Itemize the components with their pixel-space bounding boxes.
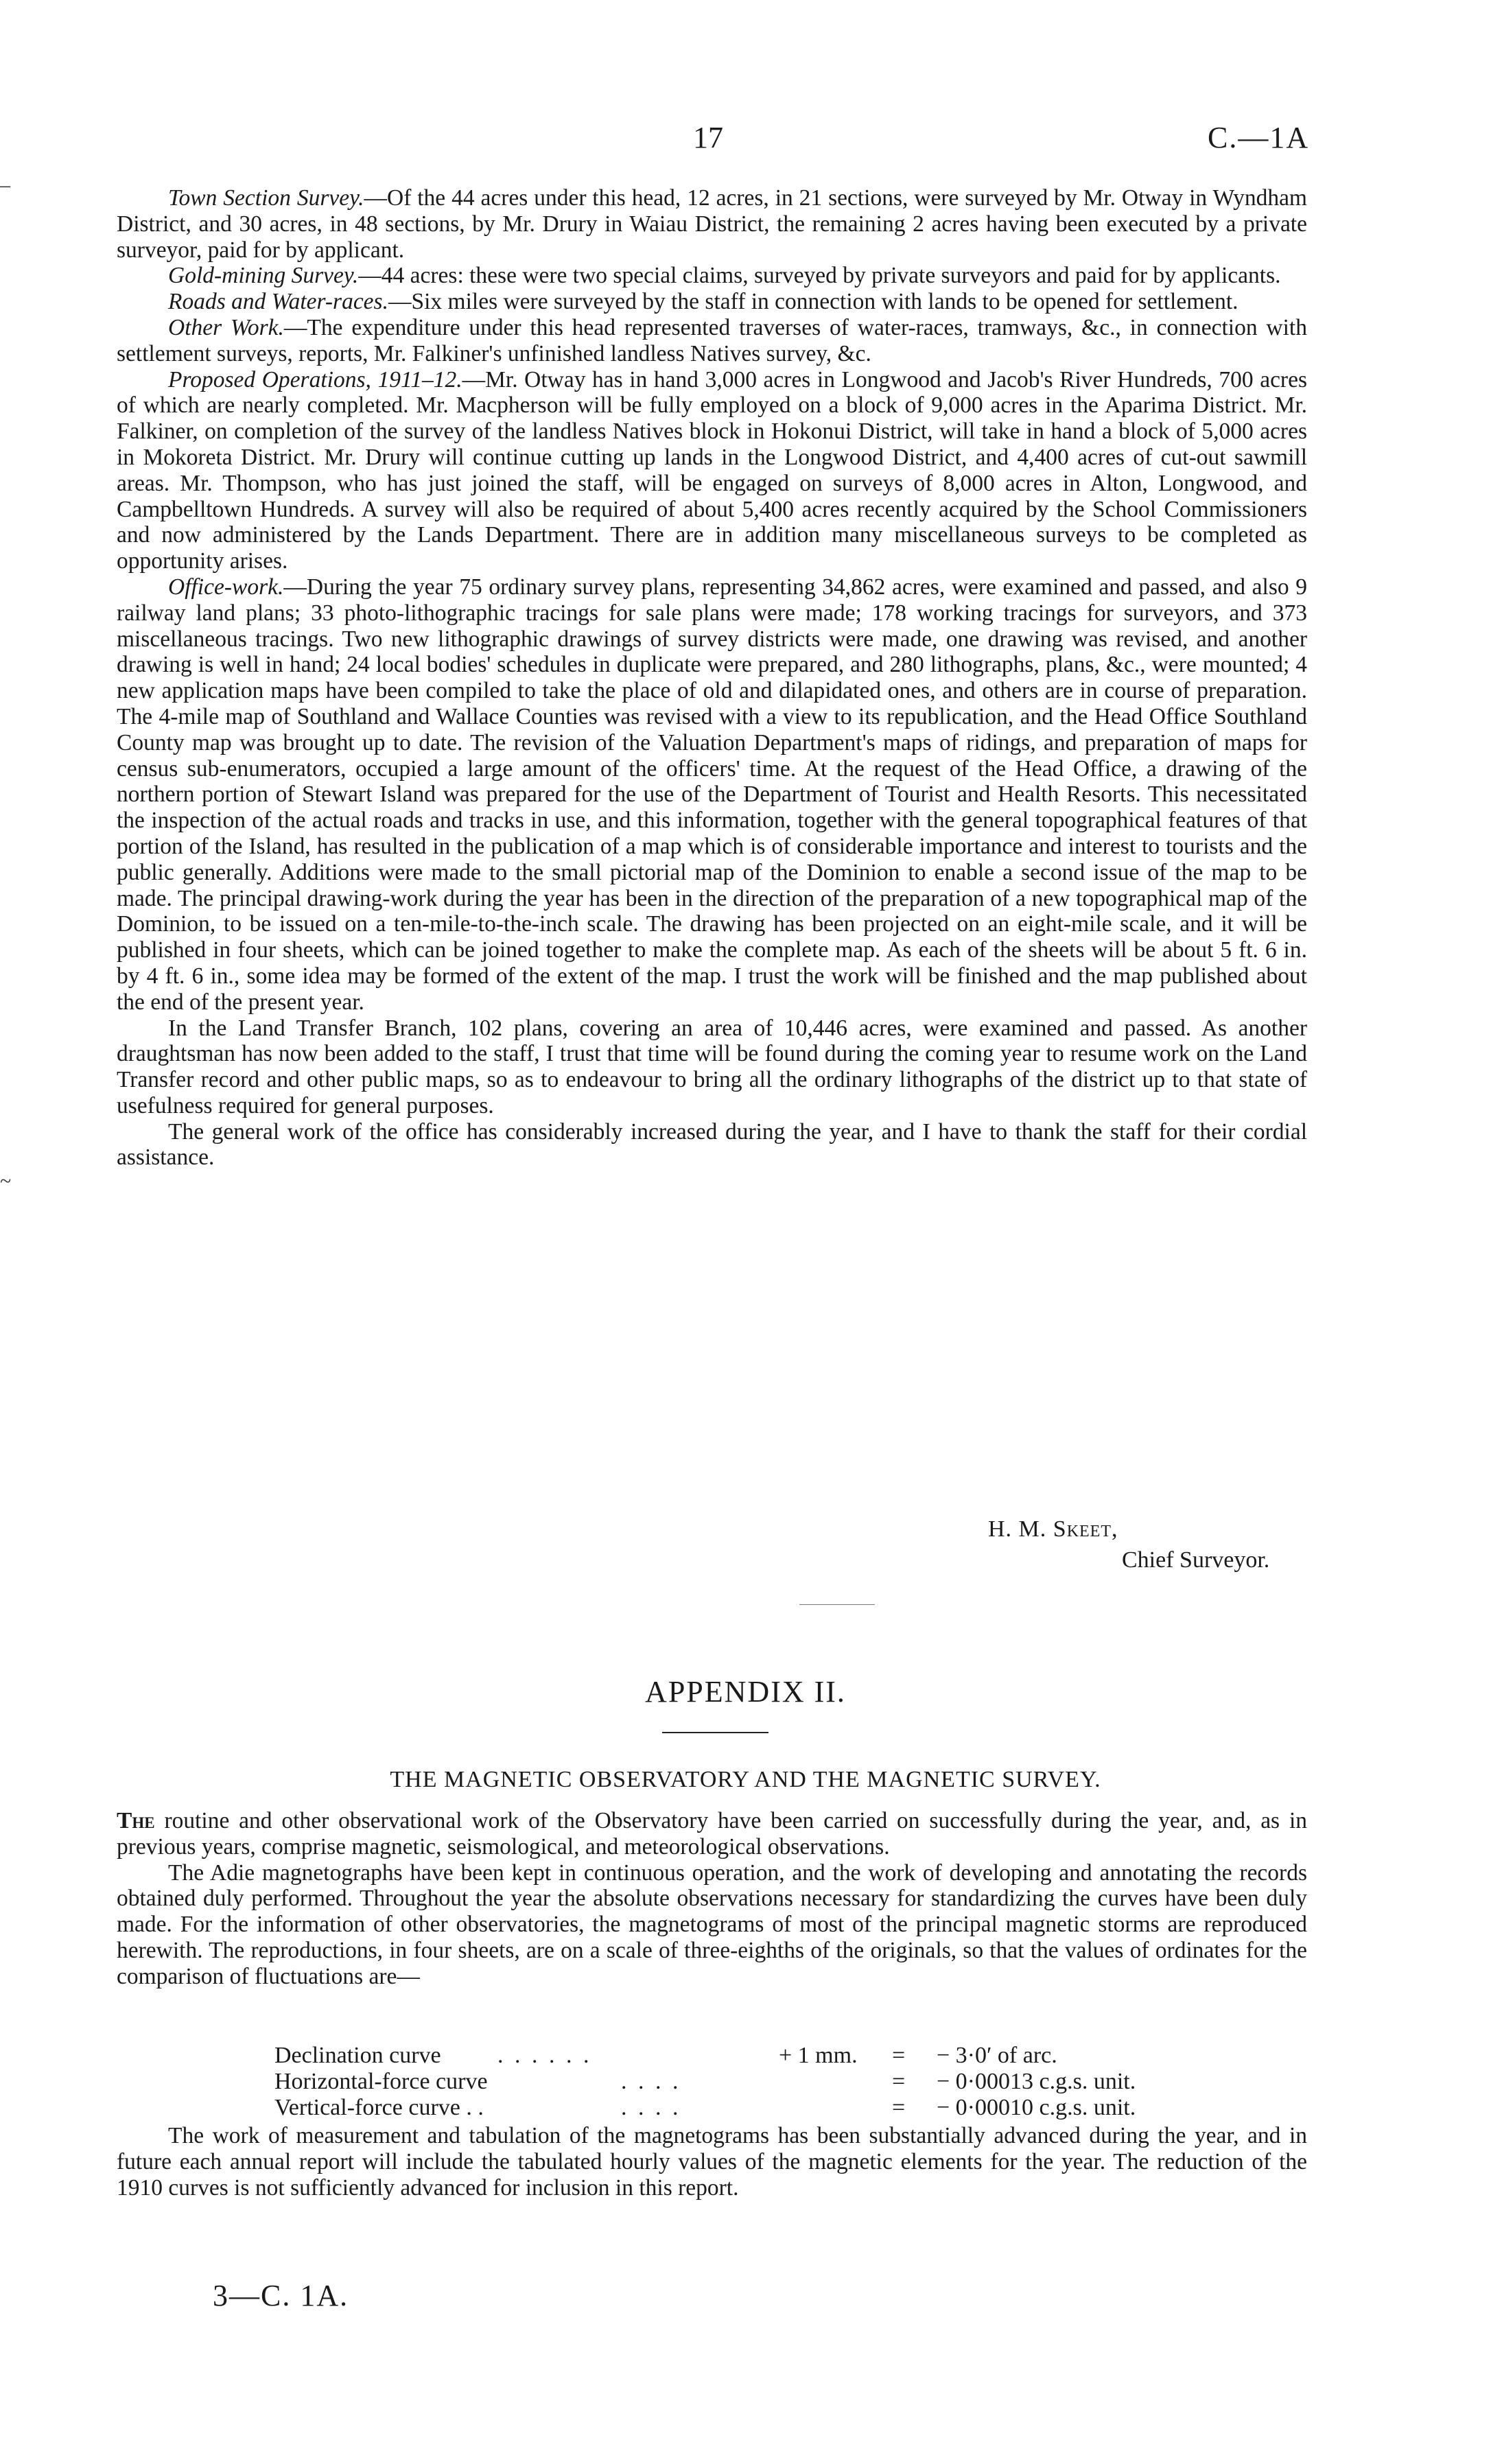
- margin-mark: ~: [0, 1170, 12, 1193]
- appendix-body: [117, 1808, 1307, 1990]
- paragraph-magnetographs: The Adie magnetographs have been kept in continuous operation, and the work of developing and annotating the records obtained duly performed. Throughout the year the absolute observations necessary for standardizing the curves have been duly made. For the information of other observatories, the magnetograms of most of the principal magnetic storms are reproduced herewith. The reproductions, in four sheets, are on a scale of three-eighths of the originals, so that the values of ordinates for the comparison of fluctuations are—: [117, 1859, 1307, 1989]
- paragraph-proposed-operations: Proposed Operations, 1911–12.—Mr. Otway has in hand 3,000 acres in Longwood and Jacob's River Hundreds, 700 acres of which are nearly completed. Mr. Macpherson will be fully employed on a block of 9,000 acres in the Aparima District. Mr. Falkiner, on completion of the survey of the landless Natives block in Hokonui District, will take in hand a block of 5,000 acres in Mokoreta District. Mr. Drury will continue cutting up lands in the Longwood District, and 4,400 acres of cut-out sawmill areas. Mr. Thompson, who has just joined the staff, will be engaged on surveys of 8,000 acres in Alton, Longwood, and Campbelltown Hundreds. A survey will also be required of about 5,400 acres recently acquired by the School Commissioners and now administered by the Lands Department. There are in addition many miscellaneous surveys to be completed as opportunity arises.: [117, 366, 1307, 574]
- signature-title: Chief Surveyor.: [1122, 1547, 1270, 1573]
- equals-sign: =: [892, 2068, 906, 2094]
- appendix-body-continued: [117, 2123, 1307, 2201]
- section-text: 44 acres: these were two special claims, surveyed by private surveyors and paid for by applicants.: [381, 263, 1281, 289]
- curve-value: − 0·00010 c.g.s. unit.: [937, 2094, 1136, 2120]
- paragraph-measurement: The work of measurement and tabulation of the magnetograms has been substantially advanced during the year, and in future each annual report will include the tabulated hourly values of the magnetic elements for the year. The reduction of the 1910 curves is not sufficiently advanced for inclusion in this report.: [117, 2123, 1307, 2201]
- paragraph-routine: [117, 1808, 1307, 1860]
- section-heading: Office-work.: [168, 574, 284, 600]
- equals-sign: =: [892, 2094, 906, 2120]
- paragraph-text: routine and other observational work of the Observatory have been carried on successfully during the year, and, as in previous years, comprise magnetic, seismological, and meteorological observations.: [117, 1808, 1308, 1859]
- curve-name: Declination curve: [274, 2043, 441, 2068]
- paragraph-office-work: Office-work.—During the year 75 ordinary survey plans, representing 34,862 acres, were examined and passed, and also 9 railway land plans; 33 photo-lithographic tracings for sale plans were made; 178 working tracings for surveyors, and 373 miscellaneous tracings. Two new lithographic drawings of survey districts were made, one drawing was revised, and another drawing is well in hand; 24 local bodies' schedules in duplicate were prepared, and 280 lithographs, plans, &c., were mounted; 4 new application maps have been compiled to take the place of old and dilapidated ones, and others are in course of preparation. The 4-mile map of Southland and Wallace Counties was revised with a view to its republication, and the Head Office Southland County map was brought up to date. The revision of the Valuation Department's maps of ridings, and preparation of maps for census sub-enumerators, occupied a large amount of the officers' time. At the request of the Head Office, a drawing of the northern portion of Stewart Island was prepared for the use of the Department of Tourist and Health Resorts. This necessitated the inspection of the actual roads and tracks in use, and this information, together with the general topographical features of that portion of the Island, has resulted in the publication of a map which is of considerable importance and interest to tourists and the public generally. Additions were made to the small pictorial map of the Dominion to enable a second issue of the map to be made. The principal drawing-work during the year has been in the direction of the preparation of a new topographical map of the Dominion, to be issued on a ten-mile-to-the-inch scale. The drawing has been projected on an eight-mile scale, and it will be published in four sheets, which can be joined together to make the complete map. As each of the sheets will be about 5 ft. 6 in. by 4 ft. 6 in., some idea may be formed of the extent of the map. I trust the work will be finished and the map published about the end of the present year.: [117, 574, 1307, 1015]
- section-text: Of the 44 acres under this head, 12 acres, in 21 sections, were surveyed by Mr. Otway in Wyndham District, and 30 acres, in 48 sections, by Mr. Drury in Waiau District, the remaining 2 acres having been executed by a private surveyor, paid for by applicant.: [117, 185, 1307, 263]
- leader-dots: . . . .: [621, 2068, 681, 2094]
- page-number: 17: [693, 121, 723, 154]
- margin-mark: –: [0, 174, 10, 196]
- section-heading: Other Work.: [168, 314, 284, 340]
- paragraph-gold-mining: Gold-mining Survey.—44 acres: these were two special claims, surveyed by private surveyors and paid for by applicants.: [168, 263, 1281, 289]
- paragraph-general-work: [117, 1119, 1307, 1171]
- section-heading: Gold-mining Survey.: [168, 263, 359, 289]
- section-heading: Town Section Survey.: [168, 185, 364, 211]
- leader-dots: . . . . . .: [497, 2043, 592, 2068]
- signature-name: H. M. Skeet,: [988, 1516, 1118, 1542]
- section-text: The expenditure under this head represented traverses of water-races, tramways, &c., in connection with settlement surveys, reports, Mr. Falkiner's unfinished landless Natives survey, &c.: [117, 314, 1307, 366]
- paragraph-town-section: Town Section Survey.—Of the 44 acres under this head, 12 acres, in 21 sections, were surveyed by Mr. Otway in Wyndham District, and 30 acres, in 48 sections, by Mr. Drury in Waiau District, the remaining 2 acres having been executed by a private surveyor, paid for by applicant.: [117, 185, 1307, 263]
- curve-name: Vertical-force curve . .: [274, 2094, 484, 2120]
- sheet-reference: 3—C. 1A.: [213, 2279, 349, 2312]
- section-heading: Roads and Water-races.: [168, 289, 388, 315]
- appendix-title: APPENDIX II.: [645, 1675, 846, 1709]
- curve-mm: + 1 mm.: [779, 2043, 858, 2068]
- paragraph-roads: Roads and Water-races.—Six miles were surveyed by the staff in connection with lands to be opened for settlement.: [168, 289, 1238, 315]
- leader-dots: . . . .: [621, 2094, 681, 2120]
- curve-name: Horizontal-force curve: [274, 2068, 488, 2094]
- curve-value: − 3·0′ of arc.: [937, 2043, 1057, 2068]
- title-rule: [662, 1732, 768, 1733]
- section-text: During the year 75 ordinary survey plans, representing 34,862 acres, were examined and passed, and also 9 railway land plans; 33 photo-lithographic tracings for sale plans were made; 178 working tracings for surveyors, and 373 miscellaneous tracings. Two new lithographic drawings of survey districts were made, one drawing was revised, and another drawing is well in hand; 24 local bodies' schedules in duplicate were prepared, and 280 lithographs, plans, &c., were mounted; 4 new application maps have been compiled to take the place of old and dilapidated ones, and others are in course of preparation. The 4-mile map of Southland and Wallace Counties was revised with a view to its republication, and the Head Office Southland County map was brought up to date. The revision of the Valuation Department's maps of ridings, and preparation of maps for census sub-enumerators, occupied a large amount of the officers' time. At the request of the Head Office, a drawing of the northern portion of Stewart Island was prepared for the use of the Department of Tourist and Health Resorts. This necessitated the inspection of the actual roads and tracks in use, and this information, together with the general topographical features of that portion of the Island, has resulted in the publication of a map which is of considerable importance and interest to tourists and the public generally. Additions were made to the small pictorial map of the Dominion to enable a second issue of the map to be made. The principal drawing-work during the year has been in the direction of the preparation of a new topographical map of the Dominion, to be issued on a ten-mile-to-the-inch scale. The drawing has been projected on an eight-mile scale, and it will be published in four sheets, which can be joined together to make the complete map. As each of the sheets will be about 5 ft. 6 in. by 4 ft. 6 in., some idea may be formed of the extent of the map. I trust the work will be finished and the map published about the end of the present year.: [117, 574, 1307, 1015]
- section-text: Six miles were surveyed by the staff in connection with lands to be opened for settlement.: [411, 289, 1238, 315]
- document-reference: C.—1A: [1208, 121, 1310, 154]
- paragraph-other-work: Other Work.—The expenditure under this head represented traverses of water-races, tramways, &c., in connection with settlement surveys, reports, Mr. Falkiner's unfinished landless Natives survey, &c.: [117, 314, 1307, 366]
- section-text: The general work of the office has considerably increased during the year, and I have to thank the staff for their cordial assistance.: [117, 1118, 1307, 1171]
- section-heading: Proposed Operations, 1911–12.: [168, 366, 462, 392]
- equals-sign: =: [892, 2043, 906, 2068]
- section-text: Mr. Otway has in hand 3,000 acres in Longwood and Jacob's River Hundreds, 700 acres of which are nearly completed. Mr. Macpherson will be fully employed on a block of 9,000 acres in the Aparima District. Mr. Falkiner, on completion of the survey of the landless Natives block in Hokonui District, will take in hand a block of 5,000 acres in Mokoreta District. Mr. Drury will continue cutting up lands in the Longwood District, and 4,400 acres of cut-out sawmill areas. Mr. Thompson, who has just joined the staff, will be engaged on surveys of 8,000 acres in Alton, Longwood, and Campbelltown Hundreds. A survey will also be required of about 5,400 acres recently acquired by the School Commissioners and now administered by the Lands Department. There are in addition many miscellaneous surveys to be completed as opportunity arises.: [117, 366, 1307, 574]
- curve-value: − 0·00013 c.g.s. unit.: [937, 2068, 1136, 2094]
- appendix-subtitle: THE MAGNETIC OBSERVATORY AND THE MAGNETIC SURVEY.: [390, 1767, 1101, 1792]
- report-body: [117, 185, 1307, 1171]
- section-divider: [799, 1604, 875, 1605]
- lead-word: The: [117, 1808, 155, 1833]
- paragraph-land-transfer: [117, 1016, 1307, 1119]
- section-text: In the Land Transfer Branch, 102 plans, covering an area of 10,446 acres, were examined and passed. As another draughtsman has now been added to the staff, I trust that time will be found during the coming year to resume work on the Land Transfer record and other public maps, so as to endeavour to bring all the ordinary lithographs of the district up to that state of usefulness required for general purposes.: [117, 1015, 1307, 1118]
